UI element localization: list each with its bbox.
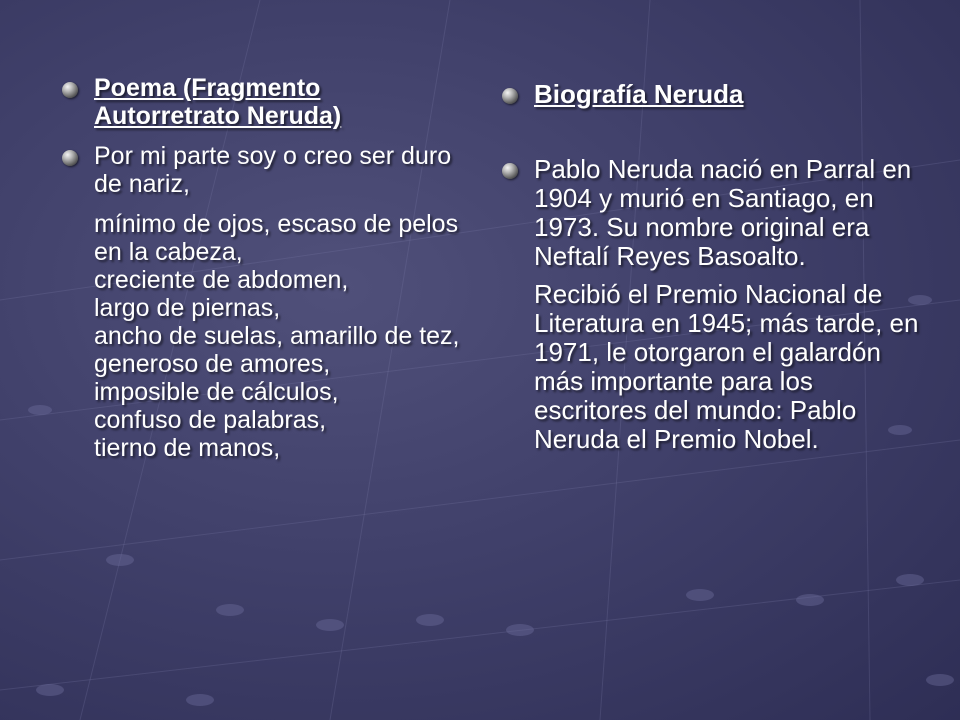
biography-column — [500, 68, 920, 454]
poem-line: mínimo de ojos, escaso de pelos en la cabeza, — [94, 210, 459, 266]
bio-paragraph-1: Pablo Neruda nació en Parral en 1904 y murió en Santiago, en 1973. Su nombre original era Neftalí Reyes Basoalto. — [534, 154, 912, 272]
sphere-bullet-icon — [502, 163, 518, 179]
bio-paragraph-1-item — [500, 155, 920, 271]
poem-column — [60, 68, 460, 462]
poem-line: generoso de amores, — [94, 350, 331, 378]
sphere-bullet-icon — [62, 150, 78, 166]
poem-line: confuso de palabras, — [94, 406, 327, 434]
bio-heading: Biografía Neruda — [534, 79, 744, 109]
poem-line: ancho de suelas, amarillo de tez, — [94, 322, 460, 350]
poem-line: tierno de manos, — [94, 434, 281, 462]
sphere-bullet-icon — [502, 88, 518, 104]
sphere-bullet-icon — [62, 82, 78, 98]
poem-first-line-item — [60, 142, 460, 198]
bio-paragraph-2: Recibió el Premio Nacional de Literatura en 1945; más tarde, en 1971, le otorgaron el galardón más importante para los escritores del mundo: Pablo Neruda el Premio Nobel. — [534, 278, 919, 455]
poem-line: largo de piernas, — [94, 294, 281, 322]
poem-line: imposible de cálculos, — [94, 378, 339, 406]
bio-heading-item — [500, 80, 920, 109]
bio-paragraph-2-item — [500, 280, 920, 455]
poem-line: creciente de abdomen, — [94, 266, 349, 294]
poem-heading: Poema (Fragmento Autorretrato Neruda) — [94, 74, 342, 130]
poem-stanza — [60, 210, 460, 462]
poem-first-line: Por mi parte soy o creo ser duro de nariz, — [94, 142, 452, 198]
poem-heading-item — [60, 74, 460, 130]
